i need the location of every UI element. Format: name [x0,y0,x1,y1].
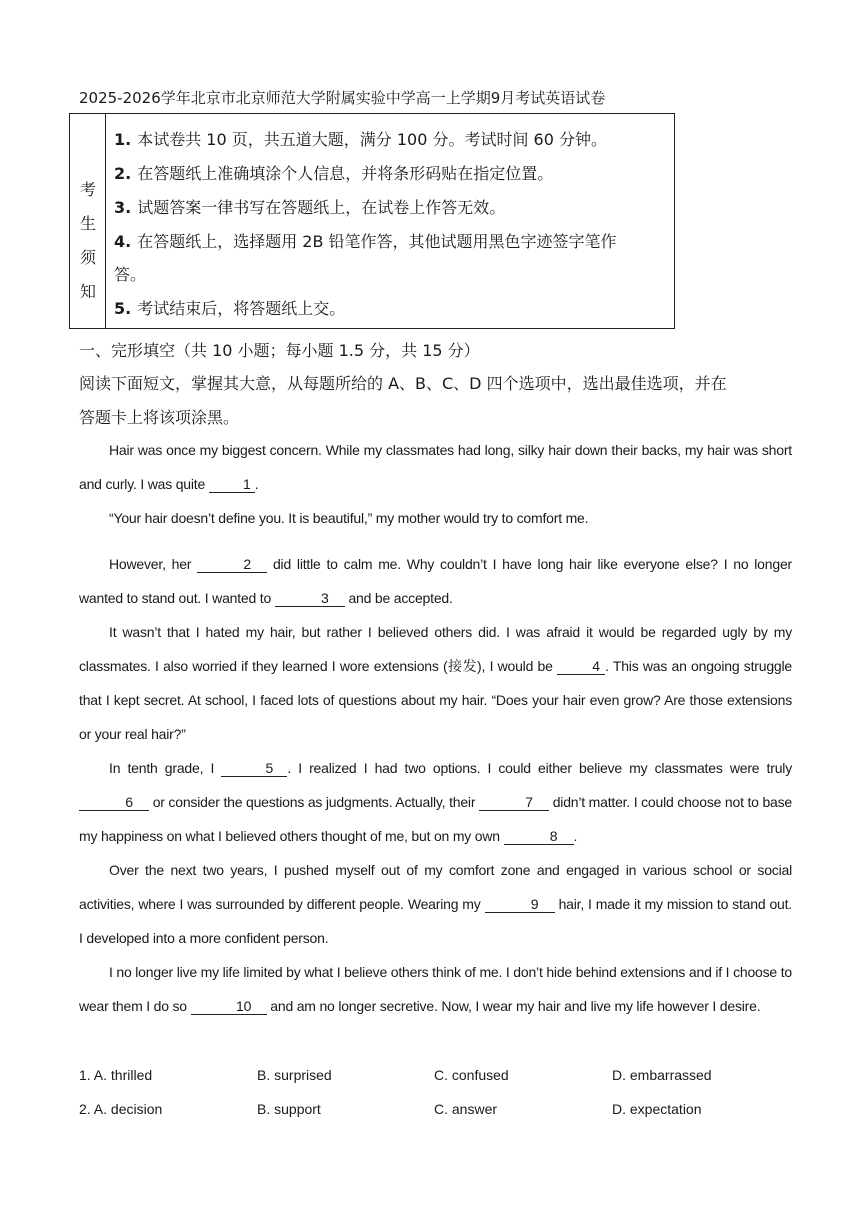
notice-item-number: 1. [114,130,132,149]
passage-paragraph: In tenth grade, I 5 . I realized I had two options. I could either believe my classmates were truly 6 or consider the questions as judgments. Actually, their 7 didn’t matter. I could choose not to base my happiness on what I believed others thought of me, but on my own 8 . [79,760,793,844]
notice-item-number: 5. [114,299,132,318]
notice-item-text: 考试结束后，将答题纸上交。 [137,299,346,318]
notice-item-number: 4. [114,232,132,251]
option-row [79,1067,792,1087]
section-heading: 一、完形填空（共 10 小题；每小题 1.5 分，共 15 分） [79,341,480,360]
side-char: 知 [79,282,96,301]
option-c[interactable]: C. confused [434,1067,509,1083]
passage-paragraph: Over the next two years, I pushed myself out of my comfort zone and engaged in various school or social activities, where I was surrounded by different people. Wearing my 9 hair, I made it my mission to stand out. I developed into a more confident person. [79,862,792,946]
answer-blank: 3 [275,590,345,607]
answer-blank: 8 [504,828,574,845]
notice-item [114,262,146,285]
answer-blank: 9 [485,896,555,913]
section-instruction: 答题卡上将该项涂黑。 [79,408,240,427]
passage-paragraph: “Your hair doesn’t define you. It is beautiful,” my mother would try to comfort me. [109,510,589,526]
notice-item-text: 在答题纸上，选择题用 2B 铅笔作答，其他试题用黑色字迹签字笔作 [137,232,617,251]
option-d[interactable]: D. embarrassed [612,1067,712,1083]
notice-item-number: 3. [114,198,132,217]
notice-item [114,195,505,218]
answer-blank: 4 [557,658,605,675]
cloze-passage [79,433,792,1023]
option-a[interactable]: 1. A. thrilled [79,1067,153,1083]
document-title: 2025-2026学年北京市北京师范大学附属实验中学高一上学期9月考试英语试卷 [79,89,606,107]
option-d[interactable]: D. expectation [612,1101,702,1117]
passage-paragraph: Hair was once my biggest concern. While my classmates had long, silky hair down their backs, my hair was short and curly. I was quite 1 . [79,442,792,492]
answer-blank: 10 [191,998,267,1015]
notice-side-label [70,114,106,328]
answer-blank: 7 [479,794,549,811]
section-instruction: 阅读下面短文，掌握其大意，从每题所给的 A、B、C、D 四个选项中，选出最佳选项，并在 [79,374,727,393]
notice-item-text: 本试卷共 10 页，共五道大题，满分 100 分。考试时间 60 分钟。 [137,130,607,149]
exam-notice-box [69,113,675,329]
passage-paragraph: However, her 2 did little to calm me. Why couldn’t I have long hair like everyone else? I no longer wanted to stand out. I wanted to 3 and be accepted. [79,556,792,606]
option-row [79,1101,792,1121]
notice-item-text: 答。 [114,265,147,284]
notice-item-text: 试题答案一律书写在答题纸上，在试卷上作答无效。 [137,198,506,217]
answer-blank: 1 [209,476,255,493]
side-char: 生 [79,214,96,233]
passage-paragraph: I no longer live my life limited by what I believe others think of me. I don’t hide behind extensions and if I choose to wear them I do so 10 and am no longer secretive. Now, I wear my hair and live my life however I desire. [79,964,792,1014]
answer-blank: 5 [221,760,287,777]
option-b[interactable]: B. support [257,1101,321,1117]
option-a[interactable]: 2. A. decision [79,1101,163,1117]
side-char: 考 [79,180,96,199]
notice-item [114,161,553,184]
option-c[interactable]: C. answer [434,1101,498,1117]
notice-item [114,229,617,252]
notice-item-number: 2. [114,164,132,183]
side-char: 须 [79,248,96,267]
answer-blank: 6 [79,794,149,811]
answer-blank: 2 [197,556,267,573]
notice-item [114,296,345,319]
option-b[interactable]: B. surprised [257,1067,332,1083]
notice-item [114,127,607,150]
passage-paragraph: It wasn’t that I hated my hair, but rather I believed others did. I was afraid it would be regarded ugly by my classmates. I also worried if they learned I wore extensions (接发), I would be 4 . This was an ongoing struggle that I kept secret. At school, I faced lots of questions about my hair. “Does your hair even grow? Are those extensions or your real hair?” [79,624,793,742]
notice-item-text: 在答题纸上准确填涂个人信息，并将条形码贴在指定位置。 [137,164,554,183]
